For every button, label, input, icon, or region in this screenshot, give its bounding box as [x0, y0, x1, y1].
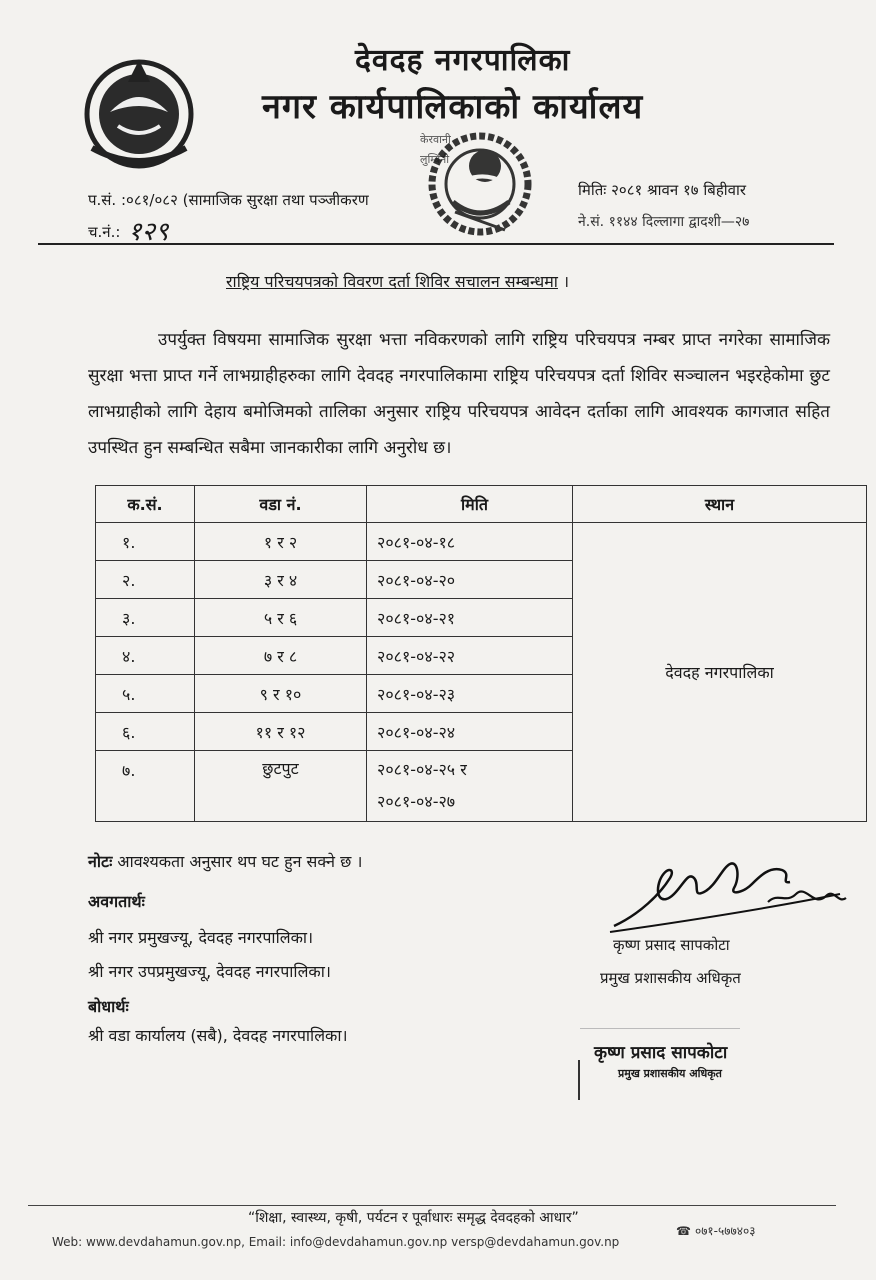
reference-number: प.सं. :०८१/०८२ (सामाजिक सुरक्षा तथा पञ्जीकरण — [88, 191, 369, 209]
seal-mark — [578, 1060, 580, 1100]
footer-contact: Web: www.devdahamun.gov.np, Email: info@devdahamun.gov.np versp@devdahamun.gov.np — [52, 1235, 620, 1249]
phone-number: ०७१-५७७४०३ — [694, 1224, 756, 1238]
letter-subject — [226, 270, 569, 292]
note-label: नोटः — [88, 852, 113, 871]
row-ward: ७ र ८ — [195, 637, 367, 675]
row-date: २०८१-०४-२४ — [367, 713, 573, 751]
signature-icon — [600, 848, 860, 938]
header-sn: क.सं. — [96, 486, 195, 523]
row-date-first: २०८१-०४-२५ र — [377, 760, 467, 779]
footer-divider — [28, 1205, 836, 1206]
row-sn: ६. — [96, 713, 195, 751]
office-subline-2: लुम्बिनी — [420, 153, 450, 166]
row-date: २०८१-०४-२० — [367, 561, 573, 599]
row-date — [367, 751, 573, 822]
dispatch-number-label: च.नं.: — [88, 223, 121, 241]
row-ward: ९ र १० — [195, 675, 367, 713]
phone-icon: ☎ — [676, 1224, 691, 1238]
footer-motto: “शिक्षा, स्वास्थ्य, कृषी, पर्यटन र पूर्वाधारः समृद्ध देवदहको आधार” — [248, 1210, 579, 1226]
signatory-name: कृष्ण प्रसाद सापकोटा — [613, 936, 730, 954]
row-sn: २. — [96, 561, 195, 599]
table-row — [96, 523, 867, 561]
row-date: २०८१-०४-१८ — [367, 523, 573, 561]
seal-title: प्रमुख प्रशासकीय अधिकृत — [618, 1067, 722, 1080]
nepal-sambat-date: ने.सं. ११४४ दिल्लागा द्वादशी—२७ — [578, 214, 750, 230]
seal-divider — [580, 1028, 740, 1029]
row-ward: ३ र ४ — [195, 561, 367, 599]
subject-tail: । — [563, 272, 570, 291]
nepal-emblem-icon — [78, 52, 200, 170]
info-item: श्री वडा कार्यालय (सबै), देवदह नगरपालिका। — [88, 1026, 348, 1045]
seal-name: कृष्ण प्रसाद सापकोटा — [594, 1043, 728, 1063]
row-date-second: २०८१-०४-२७ — [377, 792, 456, 811]
subject-text: राष्ट्रिय परिचयपत्रको विवरण दर्ता शिविर सचालन सम्बन्धमा — [226, 272, 558, 291]
office-name: नगर कार्यपालिकाको कार्यालय — [262, 87, 644, 127]
row-ward: छुटपुट — [195, 751, 367, 822]
office-subline-1: केरवानी — [420, 133, 451, 146]
row-date: २०८१-०४-२३ — [367, 675, 573, 713]
letter-date: मितिः २०८१ श्रावन १७ बिहीवार — [578, 181, 747, 199]
body-paragraph: उपर्युक्त विषयमा सामाजिक सुरक्षा भत्ता नविकरणको लागि राष्ट्रिय परिचयपत्र नम्बर प्राप्त नगरेका सामाजिक सुरक्षा भत्ता प्राप्त गर्ने लाभग्राहीहरुका लागि देवदह नगरपालिकामा राष्ट्रिय परिचयपत्र दर्ता शिविर सञ्चालन भइरहेकोमा छुट लाभग्राहीको लागि देहाय बमोजिमको तालिका अनुसार राष्ट्रिय परिचयपत्र आवेदन दर्ताका लागि आवश्यक कागजात सहित उपस्थित हुन सम्बन्धित सबैमा जानकारीका लागि अनुरोध छ। — [88, 330, 830, 458]
note — [88, 850, 362, 872]
cc-item: श्री नगर प्रमुखज्यू, देवदह नगरपालिका। — [88, 928, 314, 947]
office-stamp-icon — [425, 120, 535, 248]
schedule-table — [95, 485, 867, 822]
dispatch-number-value: १२९ — [128, 217, 169, 247]
row-sn: ४. — [96, 637, 195, 675]
row-date: २०८१-०४-२१ — [367, 599, 573, 637]
row-sn: ७. — [96, 751, 195, 822]
row-ward: ५ र ६ — [195, 599, 367, 637]
info-label: बोधार्थः — [88, 997, 129, 1016]
row-sn: १. — [96, 523, 195, 561]
header-ward: वडा नं. — [195, 486, 367, 523]
signatory-title: प्रमुख प्रशासकीय अधिकृत — [600, 969, 741, 987]
cc-item: श्री नगर उपप्रमुखज्यू, देवदह नगरपालिका। — [88, 962, 331, 981]
row-date: २०८१-०४-२२ — [367, 637, 573, 675]
table-header-row — [96, 486, 867, 523]
row-sn: ३. — [96, 599, 195, 637]
cc-label: अवगतार्थः — [88, 892, 145, 911]
row-sn: ५. — [96, 675, 195, 713]
municipality-name: देवदह नगरपालिका — [355, 43, 571, 78]
header-date: मिति — [367, 486, 573, 523]
footer-phone — [676, 1222, 755, 1239]
place-cell: देवदह नगरपालिका — [573, 523, 867, 822]
row-ward: ११ र १२ — [195, 713, 367, 751]
header-divider — [38, 243, 834, 245]
note-text: आवश्यकता अनुसार थप घट हुन सक्ने छ । — [117, 852, 363, 871]
letter-body — [88, 322, 830, 466]
header-place: स्थान — [573, 486, 867, 523]
row-ward: १ र २ — [195, 523, 367, 561]
